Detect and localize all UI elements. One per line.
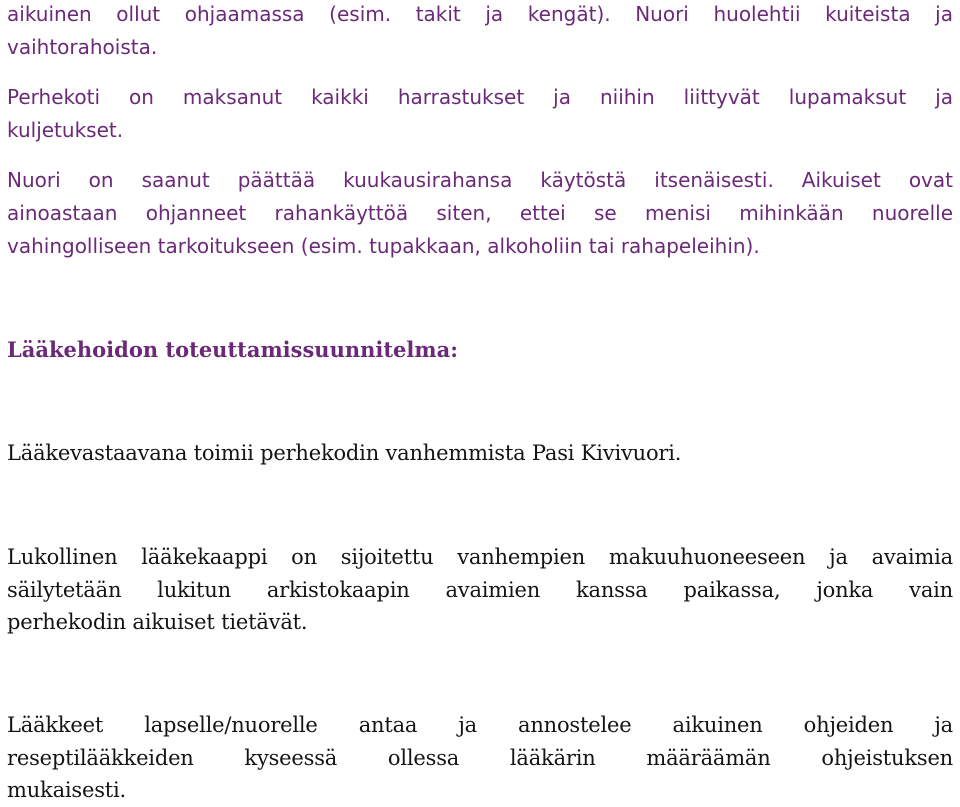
text-line: Lukollinen lääkekaappi on sijoitettu vanhempien makuuhuoneeseen ja avaimia bbox=[7, 545, 953, 569]
text-line: vaihtorahoista. bbox=[7, 35, 158, 59]
paragraph-monthly-allowance bbox=[7, 164, 953, 263]
text-line: kuljetukset. bbox=[7, 118, 124, 142]
text-line: Nuori on saanut päättää kuukausirahansa käytöstä itsenäisesti. Aikuiset ovat bbox=[7, 168, 953, 192]
text-line: Perhekoti on maksanut kaikki harrastukset ja niihin liittyvät lupamaksut ja bbox=[7, 85, 953, 109]
paragraph-medicine-cabinet bbox=[7, 541, 953, 639]
paragraph-hobbies bbox=[7, 81, 953, 147]
text-line: reseptilääkkeiden kyseessä ollessa lääkärin määräämän ohjeistuksen bbox=[7, 745, 953, 770]
paragraph-dosage bbox=[7, 709, 953, 807]
text-line: Lääkkeet lapselle/nuorelle antaa ja annostelee aikuinen ohjeiden ja bbox=[7, 713, 953, 737]
text-line: perhekodin aikuiset tietävät. bbox=[7, 610, 308, 634]
text-line: säilytetään lukitun arkistokaapin avaimien kanssa paikassa, jonka vain bbox=[7, 577, 953, 602]
text-line: mukaisesti. bbox=[7, 778, 127, 802]
paragraph-clothing-receipts bbox=[7, 0, 953, 64]
text-line: ainoastaan ohjanneet rahankäyttöä siten, ettei se menisi mihinkään nuorelle bbox=[7, 201, 953, 225]
section-heading: Lääkehoidon toteuttamissuunnitelma: bbox=[7, 337, 458, 362]
text-line: aikuinen ollut ohjaamassa (esim. takit ja kengät). Nuori huolehtii kuiteista ja bbox=[7, 2, 953, 26]
text-line: Lääkevastaavana toimii perhekodin vanhemmista Pasi Kivivuori. bbox=[7, 441, 682, 465]
text-line: vahingolliseen tarkoitukseen (esim. tupakkaan, alkoholiin tai rahapeleihin). bbox=[7, 234, 760, 258]
paragraph-medication-manager bbox=[7, 437, 953, 470]
